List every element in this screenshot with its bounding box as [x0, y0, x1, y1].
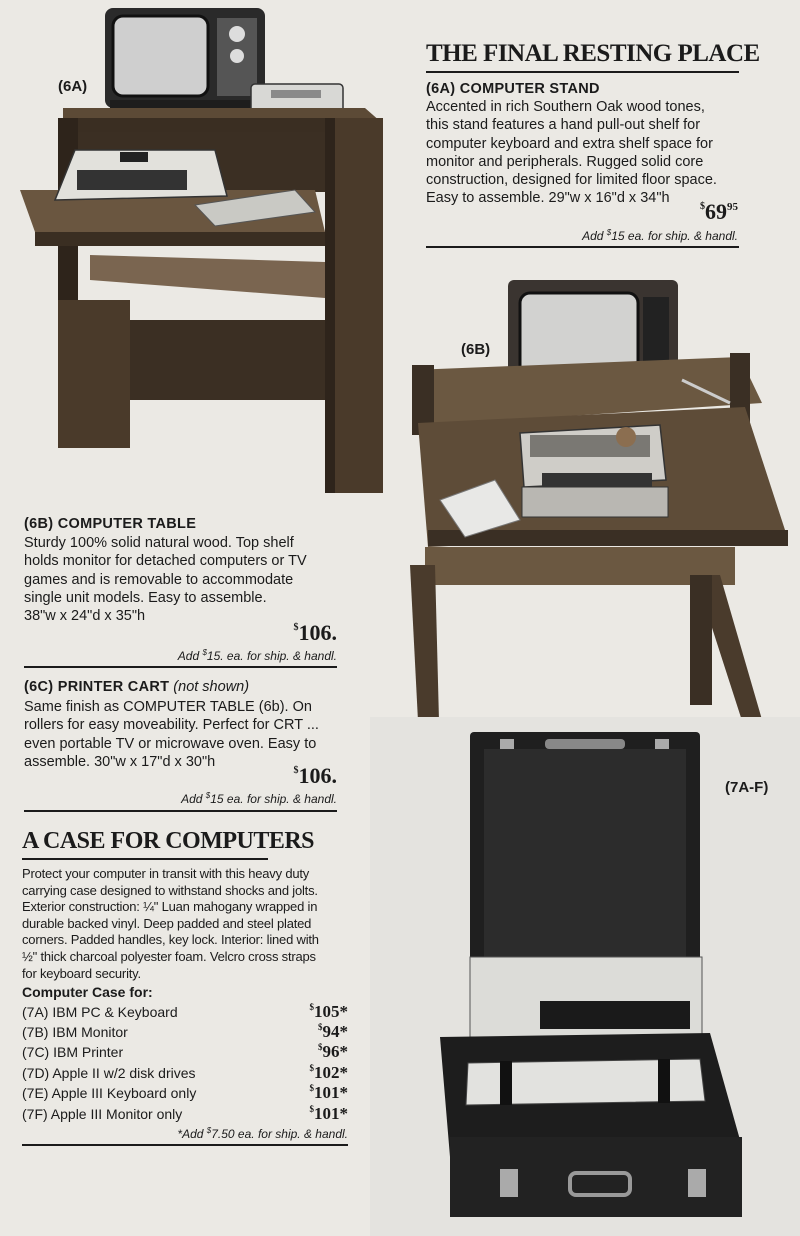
heading-final-resting-place: THE FINAL RESTING PLACE: [426, 40, 760, 67]
item-price-value: 94*: [322, 1022, 348, 1041]
list-item: [22, 1085, 348, 1105]
shipping-note-case: [177, 1126, 348, 1141]
ship-text: 15. ea. for ship. & handl.: [206, 649, 337, 663]
rule-heading-4: [22, 858, 268, 860]
rule-section-2: [24, 666, 337, 668]
price-main: 69: [705, 199, 727, 224]
description-6c: [24, 698, 354, 771]
shipping-note-6c: [181, 791, 337, 806]
text-line: Accented in rich Southern Oak wood tones,: [426, 99, 705, 115]
subtitle-6c-note: (not shown): [173, 679, 250, 695]
rule-section-3: [24, 810, 337, 812]
list-item: [22, 1024, 348, 1044]
ship-dollar: $: [606, 228, 612, 237]
text-line: computer keyboard and extra shelf space for: [426, 135, 713, 152]
text-line: games and is removable to accommodate: [24, 571, 294, 588]
item-price-value: 96*: [322, 1042, 348, 1061]
text-line: corners. Padded handles, key lock. Interior: lined with: [22, 932, 319, 948]
shipping-note-6b: [178, 648, 337, 663]
heading-case-for-computers: A CASE FOR COMPUTERS: [22, 828, 315, 854]
item-price-value: 102*: [314, 1063, 348, 1082]
text-line: holds monitor for detached computers or TV: [24, 553, 307, 570]
item-label: (7F) Apple III Monitor only: [22, 1106, 183, 1122]
text-line: this stand features a hand pull-out shelf for: [426, 117, 701, 134]
ship-text: 15 ea. for ship. & handl.: [611, 229, 738, 243]
text-line: Same finish as COMPUTER TABLE (6b). On: [24, 699, 312, 715]
list-item: [22, 1004, 348, 1024]
item-price: [310, 1083, 349, 1103]
price-6a: [700, 199, 738, 225]
price-dollar-sign: $: [318, 1042, 323, 1052]
item-label: (7E) Apple III Keyboard only: [22, 1085, 197, 1101]
label-7a-f: (7A-F): [725, 779, 769, 796]
description-6a: [426, 98, 756, 208]
item-price-value: 101*: [314, 1104, 348, 1123]
photo-computer-table: [400, 275, 800, 765]
ship-prefix: Add: [582, 229, 607, 243]
ship-text: 15 ea. for ship. & handl.: [210, 792, 337, 806]
ship-prefix: Add: [177, 649, 203, 663]
price-6b: [294, 620, 338, 646]
text-line: single unit models. Easy to assemble.: [24, 589, 267, 606]
text-line: construction, designed for limited floor space.: [426, 172, 717, 189]
item-label: (7D) Apple II w/2 disk drives: [22, 1065, 196, 1081]
ship-prefix: Add: [181, 792, 206, 806]
label-6b: (6B): [461, 341, 491, 358]
text-line: Easy to assemble. 29"w x 16"d x 34"h: [426, 190, 670, 207]
price-dollar-sign: $: [309, 1083, 314, 1093]
text-line: rollers for easy moveability. Perfect for CRT ...: [24, 717, 319, 734]
item-price: [318, 1042, 348, 1062]
list-item: [22, 1106, 348, 1126]
shipping-note-6a: [582, 228, 738, 243]
ship-dollar: $: [205, 791, 211, 800]
text-line: Exterior construction: ¼" Luan mahogany wrapped in: [22, 899, 318, 915]
rule-section-4: [22, 1144, 348, 1146]
price-dollar-sign: $: [293, 622, 299, 633]
description-case: [22, 866, 352, 982]
item-label: (7B) IBM Monitor: [22, 1024, 128, 1040]
price-dollar-sign: $: [309, 1002, 314, 1012]
price-6c: [294, 763, 338, 789]
text-line: Sturdy 100% solid natural wood. Top shelf: [24, 535, 294, 551]
text-line: durable backed vinyl. Deep padded and steel plated: [22, 915, 312, 931]
ship-text: 7.50 ea. for ship. & handl.: [211, 1127, 348, 1141]
price-dollar-sign: $: [309, 1063, 314, 1073]
item-price: [310, 1002, 349, 1022]
price-dollar-sign: $: [700, 201, 705, 212]
rule-section-1: [426, 246, 739, 248]
label-6a: (6A): [58, 78, 88, 95]
case-list-title: Computer Case for:: [22, 984, 153, 1000]
item-label: (7A) IBM PC & Keyboard: [22, 1004, 178, 1020]
price-dollar-sign: $: [293, 765, 299, 776]
text-line: monitor and peripherals. Rugged solid core: [426, 153, 704, 170]
subtitle-6a: (6A) COMPUTER STAND: [426, 81, 600, 97]
price-dollar-sign: $: [309, 1104, 314, 1114]
item-price: [310, 1104, 349, 1124]
price-main: 106.: [298, 620, 337, 645]
description-6b: [24, 534, 354, 625]
text-line: even portable TV or microwave oven. Easy to: [24, 735, 317, 752]
subtitle-6c-text: (6C) PRINTER CART: [24, 679, 170, 695]
item-label: (7C) IBM Printer: [22, 1044, 124, 1060]
subtitle-6b: (6B) COMPUTER TABLE: [24, 516, 197, 532]
ship-dollar: $: [202, 648, 207, 657]
ship-prefix: *Add: [177, 1127, 207, 1141]
list-item: [22, 1044, 348, 1064]
text-line: ½" thick charcoal polyester foam. Velcro cross straps: [22, 948, 316, 964]
item-price-value: 105*: [314, 1002, 348, 1021]
price-cents: 95: [727, 201, 738, 213]
photo-computer-stand: [15, 0, 387, 500]
text-line: for keyboard security.: [22, 965, 141, 981]
item-price: [318, 1022, 348, 1042]
text-line: carrying case designed to withstand shocks and jolts.: [22, 882, 318, 898]
text-line: Protect your computer in transit with this heavy duty: [22, 866, 310, 881]
price-dollar-sign: $: [318, 1022, 323, 1032]
text-line: assemble. 30"w x 17"d x 30"h: [24, 753, 216, 770]
list-item: [22, 1065, 348, 1085]
ship-dollar: $: [206, 1126, 212, 1135]
subtitle-6c: [24, 679, 249, 695]
text-line: 38"w x 24"d x 35"h: [24, 608, 146, 625]
item-price: [310, 1063, 349, 1083]
rule-heading-1: [426, 71, 739, 73]
price-main: 106.: [298, 763, 337, 788]
item-price-value: 101*: [314, 1083, 348, 1102]
